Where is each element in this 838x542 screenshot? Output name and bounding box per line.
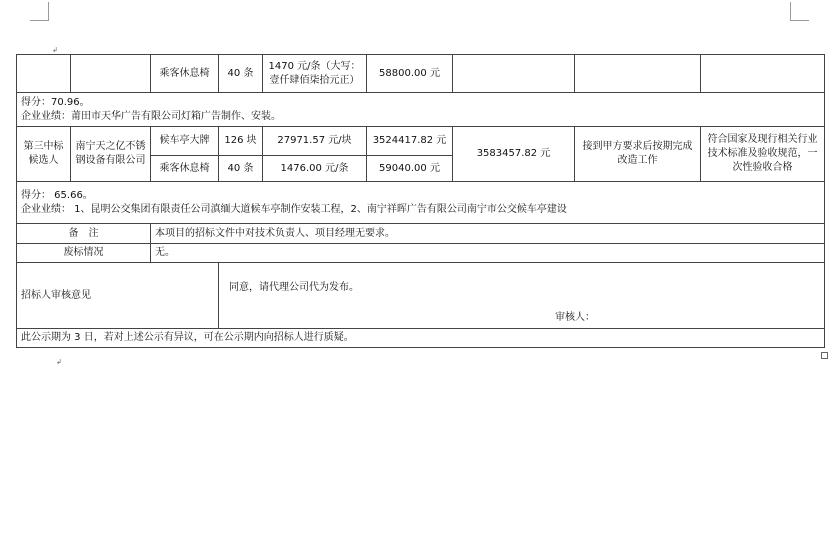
- performance-text: 企业业绩： 1、昆明公交集团有限责任公司滇缅大道候车亭制作安装工程，2、南宁祥晖广告有限公司南宁市公交候车亭建设: [21, 203, 567, 215]
- score-text: 得分：70.96。: [21, 96, 90, 108]
- unit-price-cell: 1476.00 元/条: [263, 156, 367, 182]
- empty-cell: [71, 55, 151, 93]
- table-row: [17, 224, 825, 244]
- table-row: [17, 127, 825, 156]
- table-row: [17, 182, 825, 224]
- review-label: 招标人审核意见: [17, 263, 219, 329]
- quantity-cell: 40 条: [219, 55, 263, 93]
- table-row: [17, 244, 825, 263]
- score-cell: [17, 182, 825, 224]
- paragraph-mark: ↲: [52, 46, 58, 54]
- company-cell: 南宁天之亿不锈钢设备有限公司: [71, 127, 151, 182]
- notice-text: 此公示期为 3 日，若对上述公示有异议，可在公示期内向招标人进行质疑。: [17, 329, 825, 348]
- crop-mark-top-right: [790, 2, 809, 21]
- bid-result-table: [16, 54, 825, 348]
- paragraph-mark: ↲: [56, 358, 62, 366]
- crop-mark-top-left: [30, 2, 49, 21]
- remarks-label: 备 注: [17, 224, 151, 244]
- quality-cell: 符合国家及现行相关行业技术标准及验收规范，一次性验收合格: [701, 127, 825, 182]
- score-cell: [17, 93, 825, 127]
- total-cell: 58800.00 元: [367, 55, 453, 93]
- item-name-cell: 候车亭大牌: [151, 127, 219, 156]
- review-text: 同意，请代理公司代为发布。: [229, 282, 359, 293]
- total-cell: 59040.00 元: [367, 156, 453, 182]
- review-cell: [219, 263, 825, 329]
- quantity-cell: 40 条: [219, 156, 263, 182]
- quantity-cell: 126 块: [219, 127, 263, 156]
- empty-cell: [701, 55, 825, 93]
- total-cell: 3524417.82 元: [367, 127, 453, 156]
- table-resize-handle[interactable]: [821, 352, 828, 359]
- unit-price-cell: 1470 元/条（大写：壹仟肆佰柒拾元正）: [263, 55, 367, 93]
- bid-total-cell: 3583457.82 元: [453, 127, 575, 182]
- empty-cell: [453, 55, 575, 93]
- score-text: 得分： 65.66。: [21, 189, 93, 201]
- reviewer-label: 审核人：: [555, 312, 595, 323]
- item-name-cell: 乘客休息椅: [151, 156, 219, 182]
- table-row: [17, 93, 825, 127]
- empty-cell: [17, 55, 71, 93]
- candidate-rank-cell: 第三中标候选人: [17, 127, 71, 182]
- invalid-bid-text: 无。: [151, 244, 825, 263]
- table-row: [17, 329, 825, 348]
- unit-price-cell: 27971.57 元/块: [263, 127, 367, 156]
- invalid-bid-label: 废标情况: [17, 244, 151, 263]
- table-row: [17, 263, 825, 329]
- table-row: [17, 55, 825, 93]
- empty-cell: [575, 55, 701, 93]
- item-name-cell: 乘客休息椅: [151, 55, 219, 93]
- remarks-text: 本项目的招标文件中对技术负责人、项目经理无要求。: [151, 224, 825, 244]
- performance-text: 企业业绩：莆田市天华广告有限公司灯箱广告制作、安装。: [21, 110, 281, 122]
- schedule-cell: 接到甲方要求后按期完成改造工作: [575, 127, 701, 182]
